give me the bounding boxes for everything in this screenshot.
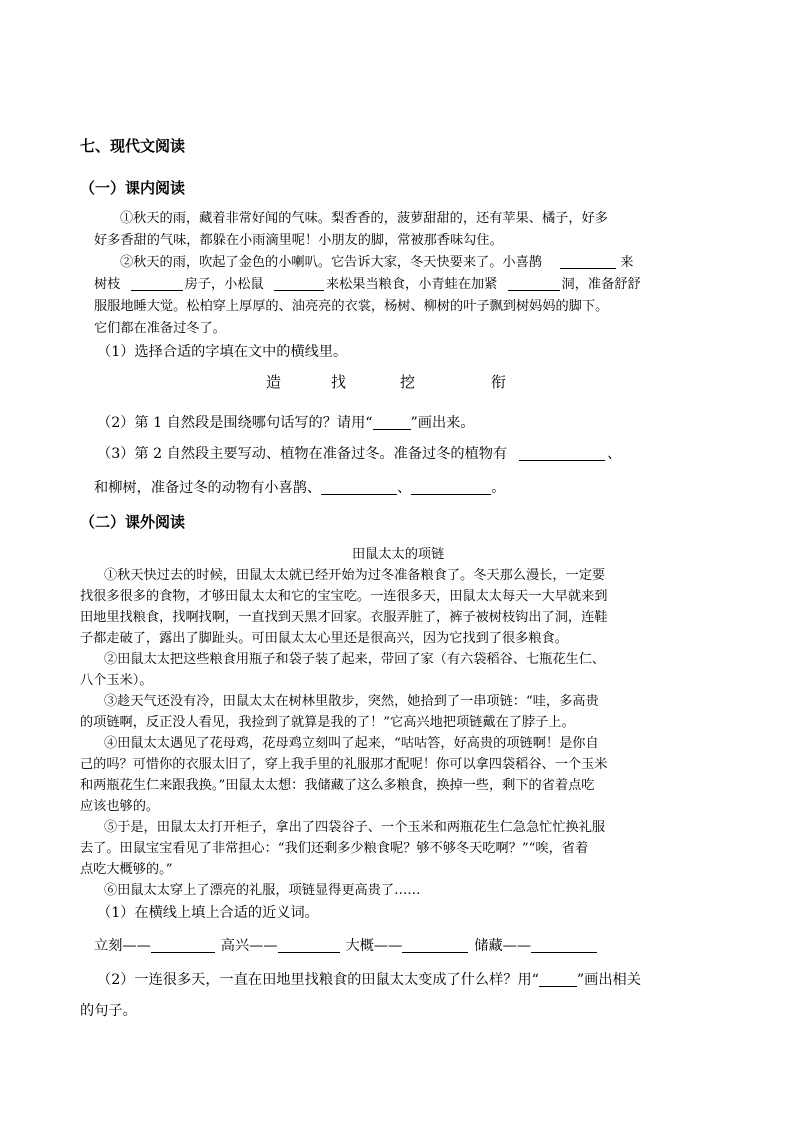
question-2-line2: 的句子。	[80, 1003, 137, 1019]
question-text: 、	[607, 446, 622, 462]
passage-text: 房子，小松鼠	[184, 277, 264, 292]
passage-text: 洞，准备舒舒	[561, 277, 641, 292]
passage1-line: ①秋天的雨，藏着非常好闻的气味。梨香香的，菠萝甜甜的，还有苹果、橘子，好多	[120, 211, 608, 226]
passage1-line: 好多香甜的气味，都躲在小雨滴里呢！小朋友的脚，常被那香味勾住。	[94, 233, 503, 248]
synonym-row	[94, 939, 597, 953]
fill-blank[interactable]	[539, 985, 577, 987]
question-text: （2）第 1 自然段是围绕哪句话写的？请用“	[97, 415, 373, 431]
story-line: 子都走破了，露出了脚趾头。可田鼠太太心里还是很高兴，因为它找到了很多粮食。	[80, 631, 568, 646]
fill-blank[interactable]	[560, 267, 616, 269]
story-line: 田地里找粮食，找啊找啊，一直找到天黑才回家。衣服弄脏了，裤子被树枝钩出了洞，连鞋	[80, 610, 608, 625]
question-1: （1）选择合适的字填在文中的横线里。	[97, 344, 348, 360]
synonym-word: 储藏——	[474, 938, 532, 954]
fill-blank[interactable]	[321, 493, 397, 495]
story-title: 田鼠太太的项链	[352, 547, 445, 562]
passage1-line: 它们都在准备过冬了。	[94, 321, 226, 336]
fill-blank[interactable]	[278, 951, 340, 953]
fill-blank[interactable]	[411, 493, 491, 495]
fill-blank[interactable]	[151, 951, 215, 953]
option-char[interactable]: 找	[331, 373, 347, 391]
part2-heading: （二）课外阅读	[80, 513, 186, 531]
fill-blank[interactable]	[402, 951, 468, 953]
question-text: 和柳树，准备过冬的动物有小喜鹊、	[94, 480, 322, 496]
part1-heading: （一）课内阅读	[80, 179, 186, 197]
passage1-line	[120, 256, 633, 269]
story-line: ②田鼠太太把这些粮食用瓶子和袋子装了起来，带回了家（有六袋稻谷、七瓶花生仁、	[104, 652, 606, 667]
option-char[interactable]: 衔	[491, 373, 507, 391]
story-line: ⑥田鼠太太穿上了漂亮的礼服，项链显得更高贵了……	[104, 883, 421, 898]
option-char[interactable]: 造	[266, 373, 282, 391]
fill-blank[interactable]	[274, 289, 324, 291]
story-line: ③趁天气还没有冷，田鼠太太在树林里散步，突然，她拾到了一串项链：“哇，多高贵	[104, 694, 599, 709]
passage-text: 来	[620, 255, 634, 270]
section-title: 七、现代文阅读	[80, 137, 186, 155]
synonym-word: 大概——	[345, 938, 403, 954]
story-line: 和两瓶花生仁来跟我换。”田鼠太太想：我储藏了这么多粮食，换掉一些，剩下的省着点吃	[80, 778, 595, 793]
question-text: ”画出相关	[576, 972, 641, 988]
story-line: 点吃大概够的。”	[80, 862, 173, 877]
story-line: 的项链啊，反正没人看见，我捡到了就算是我的了！”它高兴地把项链戴在了脖子上。	[80, 715, 575, 730]
story-line: 应该也够的。	[80, 799, 160, 814]
story-line: 己的吗？可惜你的衣服太旧了，穿上我手里的礼服那才配呢！你可以拿四袋稻谷、一个玉米	[80, 757, 608, 772]
question-2	[97, 416, 475, 430]
fill-blank[interactable]	[531, 951, 597, 953]
passage1-line	[94, 278, 641, 291]
story-line: 八个玉米）。	[80, 673, 153, 688]
question-text: 。	[491, 480, 506, 496]
passage-text: 来松果当粮食，小青蛙在加紧	[325, 277, 498, 292]
story-line: ⑤于是，田鼠太太打开柜子，拿出了四袋谷子、一个玉米和两瓶花生仁急急忙忙换礼服	[104, 820, 606, 835]
story-line: ④田鼠太太遇见了花母鸡，花母鸡立刻叫了起来，“咕咕答，好高贵的项链啊！是你自	[104, 736, 599, 751]
question-2	[97, 973, 641, 987]
passage-text: ②秋天的雨，吹起了金色的小喇叭。它告诉大家，冬天快要来了。小喜鹊	[120, 255, 542, 270]
question-text: ”画出来。	[410, 415, 475, 431]
story-line: 找很多很多的食物，才够田鼠太太和它的宝宝吃。一连很多天，田鼠太太每天一大早就来到	[80, 589, 608, 604]
question-3-line2	[94, 481, 505, 495]
story-line: 去了。田鼠宝宝看见了非常担心：“我们还剩多少粮食呢？够不够冬天吃啊？”“唉，省着	[80, 841, 589, 856]
fill-blank[interactable]	[131, 289, 183, 291]
question-1: （1）在横线上填上合适的近义词。	[97, 905, 319, 921]
passage-text: 树枝	[94, 277, 121, 292]
question-text: （2）一连很多天，一直在田地里找粮食的田鼠太太变成了什么样？用“	[97, 972, 539, 988]
story-line: ①秋天快过去的时候，田鼠太太就已经开始为过冬准备粮食了。冬天那么漫长，一定要	[104, 568, 606, 583]
fill-blank[interactable]	[519, 459, 605, 461]
passage1-line: 服服地睡大觉。松柏穿上厚厚的、油亮亮的衣裳，杨树、柳树的叶子飘到树妈妈的脚下。	[94, 299, 609, 314]
question-text: 、	[397, 480, 412, 496]
synonym-word: 立刻——	[94, 938, 151, 954]
question-text: （3）第 2 自然段主要写动、植物在准备过冬。准备过冬的植物有	[97, 446, 508, 462]
synonym-word: 高兴——	[220, 938, 278, 954]
option-char[interactable]: 挖	[400, 373, 416, 391]
fill-blank[interactable]	[373, 428, 411, 430]
question-3	[97, 447, 621, 461]
fill-blank[interactable]	[508, 289, 560, 291]
